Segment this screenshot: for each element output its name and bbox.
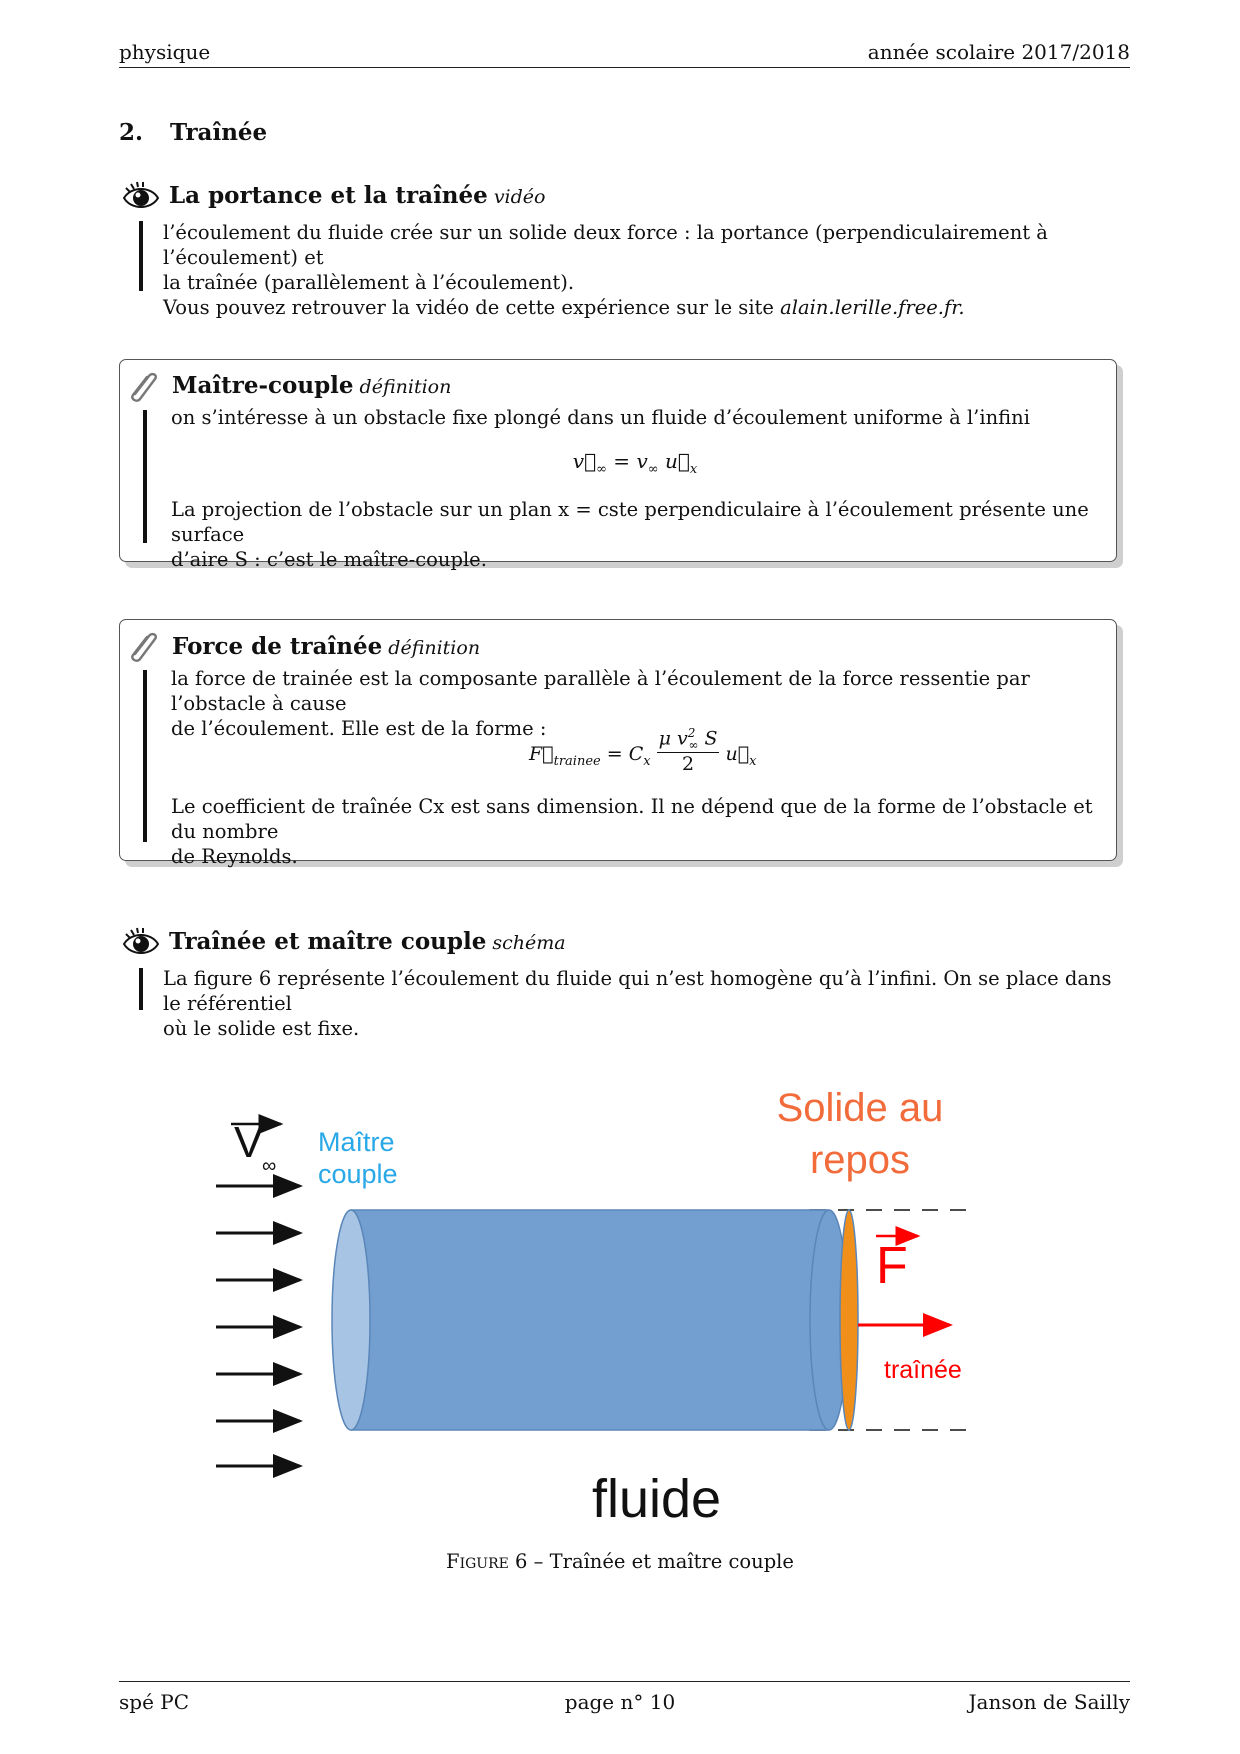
f-label: F: [876, 1237, 908, 1295]
equation-v-infinity: $v⃗_\infty = v_\infty$ $u⃗_x$: [572, 449, 698, 477]
block1-line1: l’écoulement du fluide crée sur un solide deux force : la portance (perpendiculairement à l’écoulement) et: [163, 221, 1048, 269]
cylinder-cap-maitre-couple: [332, 1210, 370, 1430]
block3-line3: Le coefficient de traînée Cx est sans dimension. Il ne dépend que de la forme de l’obstacle et du nombre: [171, 795, 1093, 843]
equation-drag-force: $F⃗_{trainee} = C_x$ $\frac{\mu v^2_\infty S}{2}$ $u⃗_x$: [529, 726, 757, 776]
section-title: Traînée: [170, 119, 268, 146]
block1-title-text: La portance et la traînée: [169, 182, 488, 209]
cylinder-body: [351, 1210, 829, 1430]
v-infinity-subscript: ∞: [262, 1155, 277, 1177]
block3-line1: la force de trainée est la composante parallèle à l’écoulement de la force ressentie par l’obstacle à cause: [171, 667, 1030, 715]
block1-site: alain.lerille.free.fr.: [780, 296, 965, 319]
block1-line3: Vous pouvez retrouver la vidéo de cette expérience sur le site alain.lerille.free.fr.: [163, 296, 965, 319]
block4-line1: La figure 6 représente l’écoulement du fluide qui n’est homogène qu’à l’infini. On se place dans le référentiel: [163, 967, 1112, 1015]
block4-line2: où le solide est fixe.: [163, 1017, 360, 1040]
v-label: V: [234, 1118, 264, 1167]
block4-title-text: Traînée et maître couple: [169, 928, 487, 955]
solide-au-repos-label: Solide au repos: [776, 1086, 944, 1182]
block3-line4: de Reynolds.: [171, 845, 298, 868]
footer-school: Janson de Sailly: [968, 1690, 1130, 1714]
footer-page-number: page n° 10: [564, 1690, 676, 1714]
figure-caption: [0, 1550, 1240, 1573]
caption-text: – Traînée et maître couple: [533, 1550, 794, 1573]
trainee-label: traînée: [884, 1356, 962, 1384]
caption-figure-number: Figure 6: [446, 1550, 528, 1573]
fluide-label: fluide: [592, 1469, 722, 1529]
footer-class: spé PC: [119, 1690, 190, 1714]
solid-disk: [840, 1210, 858, 1430]
block2-kind: définition: [359, 376, 452, 398]
block2-line2: La projection de l’obstacle sur un plan x = cste perpendiculaire à l’écoulement présente une surface: [171, 498, 1089, 546]
maitre-couple-label: Maître couple: [318, 1127, 398, 1189]
block1-kind: vidéo: [493, 186, 546, 208]
section-number: 2.: [119, 119, 144, 146]
header-year: année scolaire 2017/2018: [867, 40, 1130, 64]
block2-line1: on s’intéresse à un obstacle fixe plongé dans un fluide d’écoulement uniforme à l’infini: [171, 406, 1030, 429]
block2-title-text: Maître-couple: [172, 372, 354, 399]
footer-rule: [119, 1681, 1130, 1682]
header-subject: physique: [119, 40, 211, 64]
block4-kind: schéma: [492, 932, 566, 954]
block3-kind: définition: [388, 637, 481, 659]
block2-line3: d’aire S : c’est le maître-couple.: [171, 548, 487, 571]
block3-title-text: Force de traînée: [172, 633, 383, 660]
block3-line2: de l’écoulement. Elle est de la forme :: [171, 717, 547, 740]
block1-line2: la traînée (parallèlement à l’écoulement).: [163, 271, 575, 294]
